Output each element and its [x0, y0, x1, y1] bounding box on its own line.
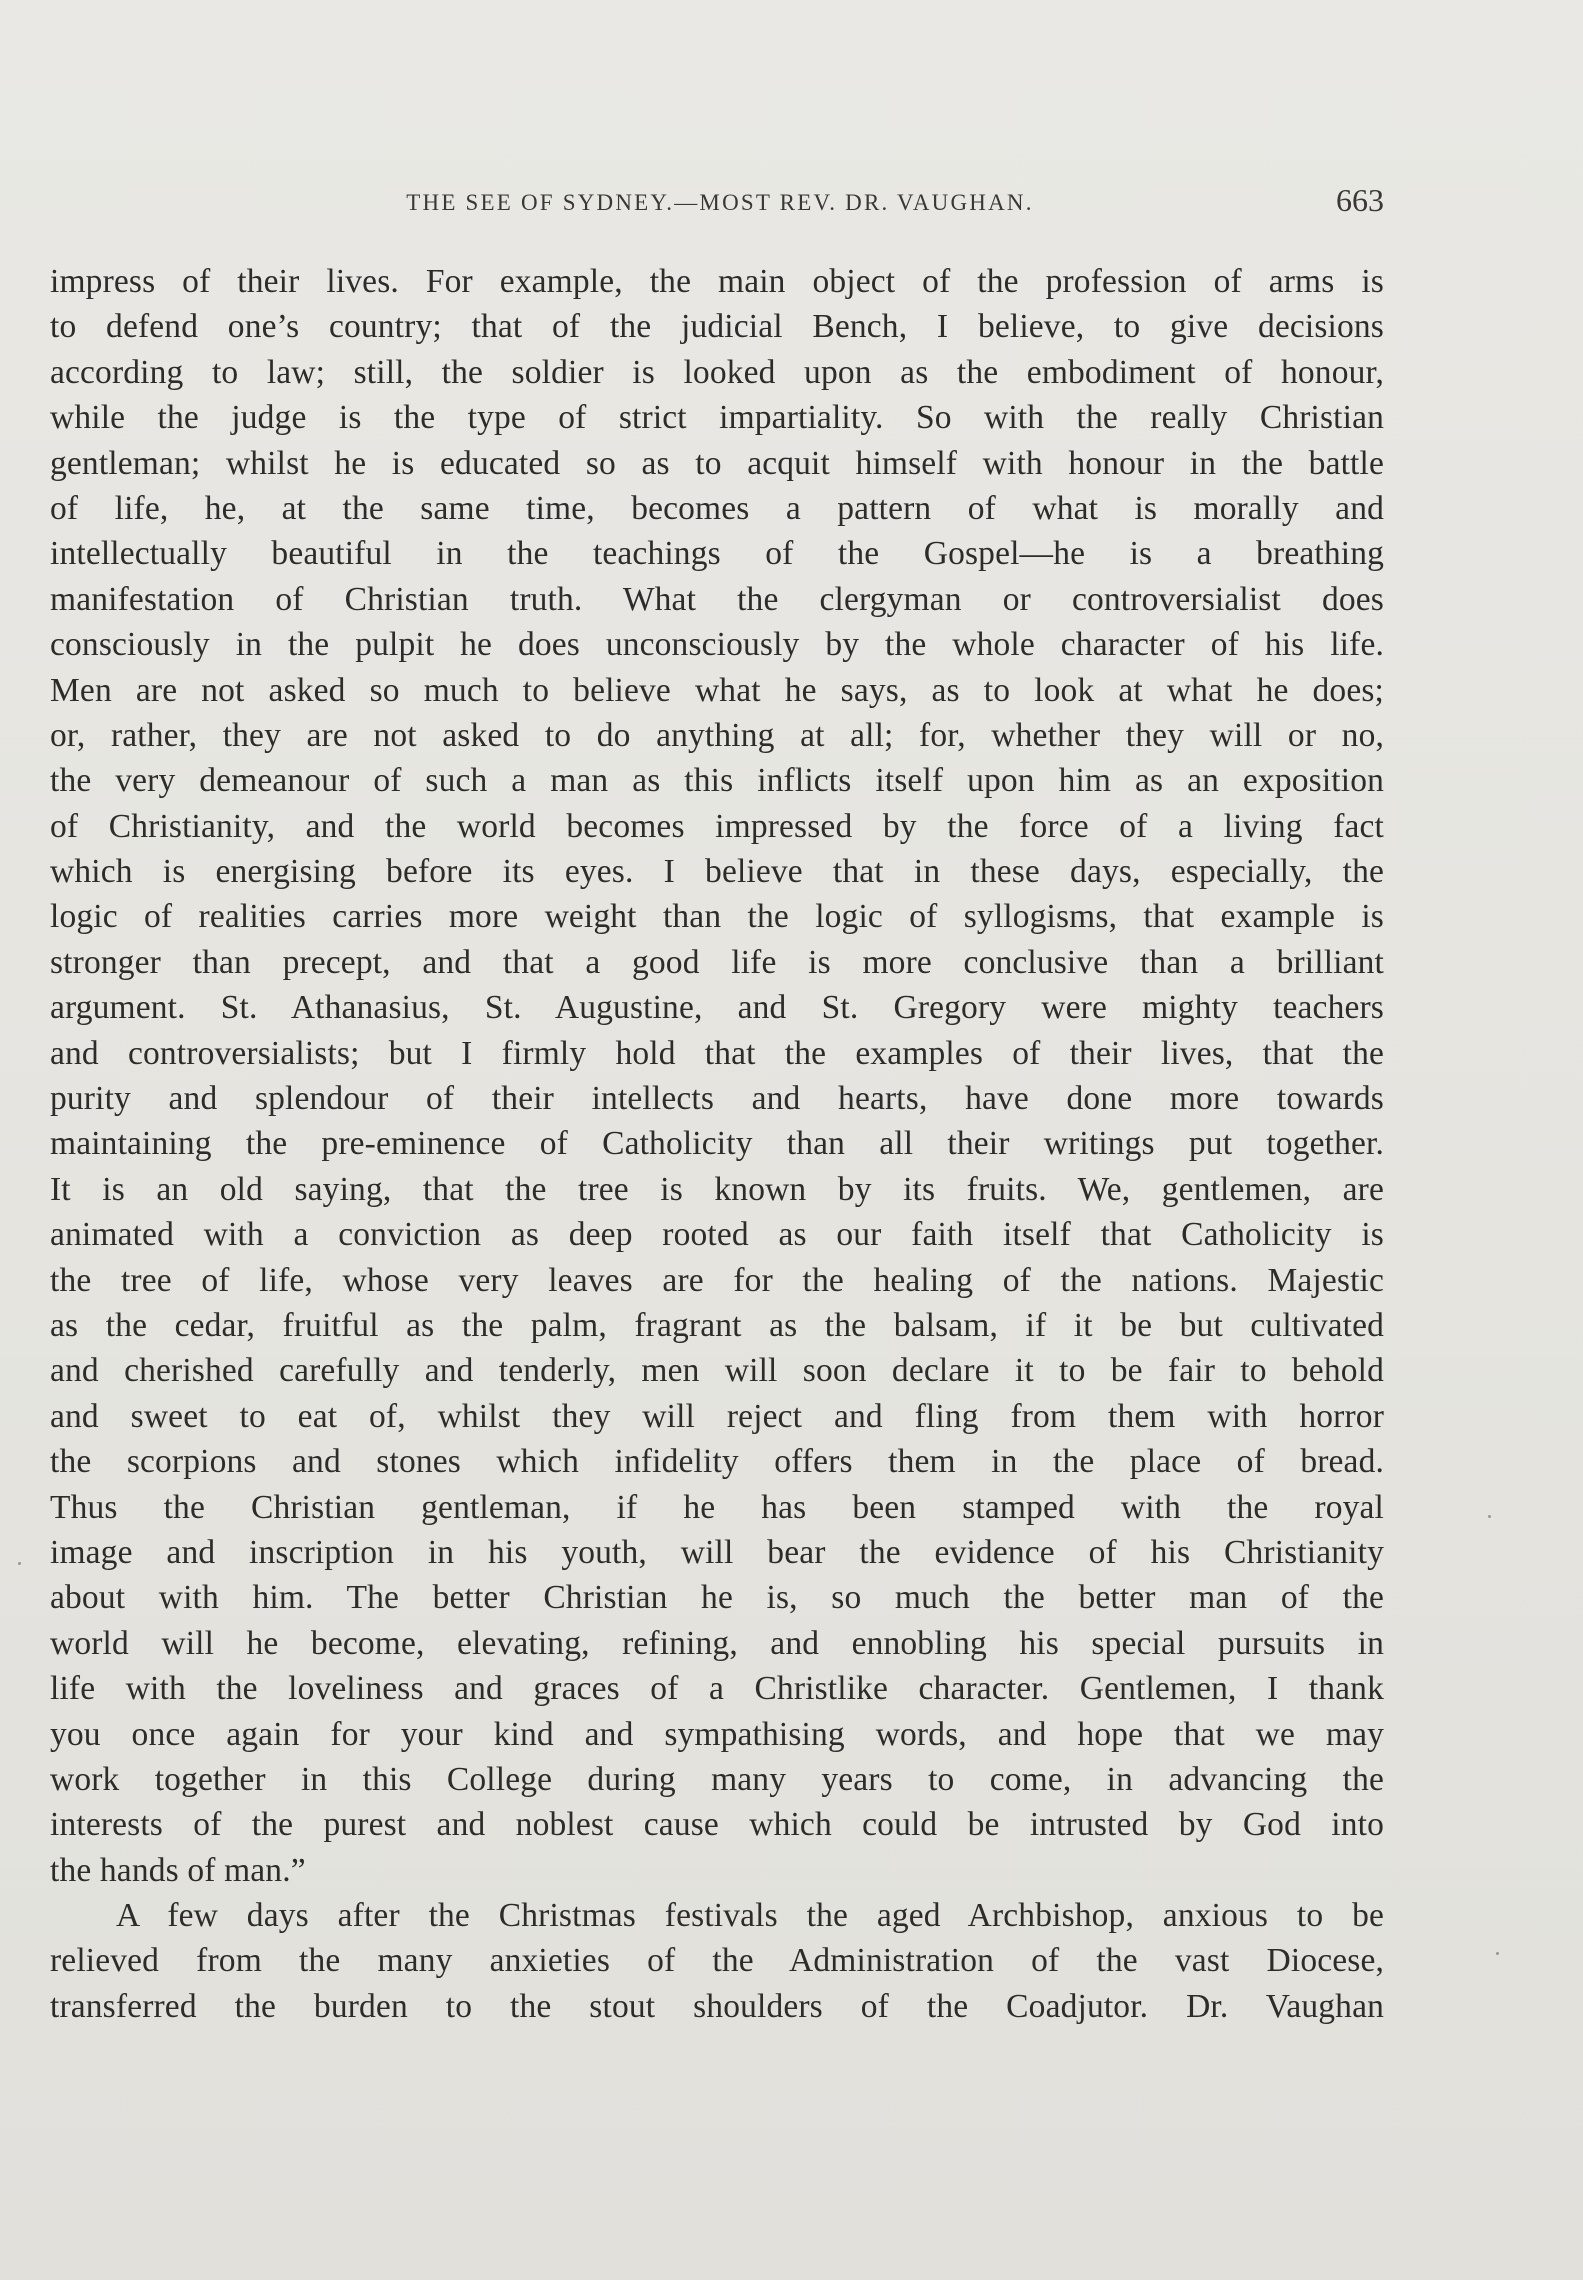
text-line: consciously in the pulpit he does unconsciously by the whole character of his life.: [50, 626, 1384, 664]
text-line: argument. St. Athanasius, St. Augustine, and St. Gregory were mighty teachers: [50, 989, 1384, 1027]
text-line: to defend one’s country; that of the judicial Bench, I believe, to give decisions: [50, 308, 1384, 346]
text-line: and cherished carefully and tenderly, men will soon declare it to be fair to behold: [50, 1352, 1384, 1390]
text-line: the tree of life, whose very leaves are for the healing of the nations. Majestic: [50, 1261, 1384, 1299]
text-line: transferred the burden to the stout shoulders of the Coadjutor. Dr. Vaughan: [50, 1987, 1384, 2025]
text-line: the hands of man.”: [50, 1851, 306, 1889]
page-number: 663: [1336, 182, 1384, 218]
text-line: as the cedar, fruitful as the palm, fragrant as the balsam, if it be but cultivated: [50, 1306, 1384, 1344]
text-line: you once again for your kind and sympathising words, and hope that we may: [50, 1715, 1384, 1753]
text-line: and controversialists; but I firmly hold that the examples of their lives, that the: [50, 1034, 1384, 1072]
text-line: or, rather, they are not asked to do anything at all; for, whether they will or no,: [50, 716, 1384, 754]
paragraph-speech-continuation: [50, 259, 1384, 1893]
text-line: Thus the Christian gentleman, if he has been stamped with the royal: [50, 1488, 1384, 1526]
text-line: of life, he, at the same time, becomes a pattern of what is morally and: [50, 489, 1384, 527]
text-line: logic of realities carries more weight than the logic of syllogisms, that example is: [50, 898, 1384, 936]
text-line: purity and splendour of their intellects and hearts, have done more towards: [50, 1080, 1384, 1118]
text-line: animated with a conviction as deep rooted as our faith itself that Catholicity is: [50, 1216, 1384, 1254]
text-line: image and inscription in his youth, will bear the evidence of his Christianity: [50, 1533, 1384, 1571]
text-line: the very demeanour of such a man as this inflicts itself upon him as an exposition: [50, 762, 1384, 800]
paper-speck: [1488, 1515, 1491, 1518]
text-line: impress of their lives. For example, the main object of the profession of arms is: [50, 263, 1384, 300]
text-line: It is an old saying, that the tree is known by its fruits. We, gentlemen, are: [50, 1170, 1384, 1208]
text-line: stronger than precept, and that a good life is more conclusive than a brilliant: [50, 943, 1384, 981]
text-line: the scorpions and stones which infidelity offers them in the place of bread.: [50, 1443, 1384, 1481]
body-text: [50, 259, 1384, 2029]
text-line: while the judge is the type of strict impartiality. So with the really Christian: [50, 399, 1384, 437]
text-line: world will he become, elevating, refining, and ennobling his special pursuits in: [50, 1624, 1384, 1662]
text-line: manifestation of Christian truth. What the clergyman or controversialist does: [50, 580, 1384, 618]
text-line: life with the loveliness and graces of a Christlike character. Gentlemen, I thank: [50, 1670, 1384, 1708]
paper-speck: [1496, 1952, 1499, 1955]
text-line: according to law; still, the soldier is looked upon as the embodiment of honour,: [50, 353, 1384, 391]
paragraph-archbishop-transfer: [50, 1893, 1384, 2029]
text-line: A few days after the Christmas festivals the aged Archbishop, anxious to be: [116, 1897, 1384, 1935]
text-line: of Christianity, and the world becomes impressed by the force of a living fact: [50, 807, 1384, 845]
text-line: gentleman; whilst he is educated so as to acquit himself with honour in the battle: [50, 444, 1384, 482]
text-line: maintaining the pre-eminence of Catholicity than all their writings put together.: [50, 1125, 1384, 1163]
running-title: THE SEE OF SYDNEY.—MOST REV. DR. VAUGHAN.: [406, 190, 1034, 215]
text-line: about with him. The better Christian he is, so much the better man of the: [50, 1579, 1384, 1617]
text-line: Men are not asked so much to believe what he says, as to look at what he does;: [50, 671, 1384, 709]
text-line: interests of the purest and noblest cause which could be intrusted by God into: [50, 1806, 1384, 1844]
text-line: which is energising before its eyes. I believe that in these days, especially, the: [50, 853, 1384, 891]
paper-speck: [18, 1562, 21, 1565]
text-line: and sweet to eat of, whilst they will reject and fling from them with horror: [50, 1397, 1384, 1435]
text-line: work together in this College during many years to come, in advancing the: [50, 1760, 1384, 1798]
text-line: relieved from the many anxieties of the Administration of the vast Diocese,: [50, 1942, 1384, 1980]
running-header: [56, 182, 1384, 226]
text-line: intellectually beautiful in the teachings of the Gospel—he is a breathing: [50, 535, 1384, 573]
